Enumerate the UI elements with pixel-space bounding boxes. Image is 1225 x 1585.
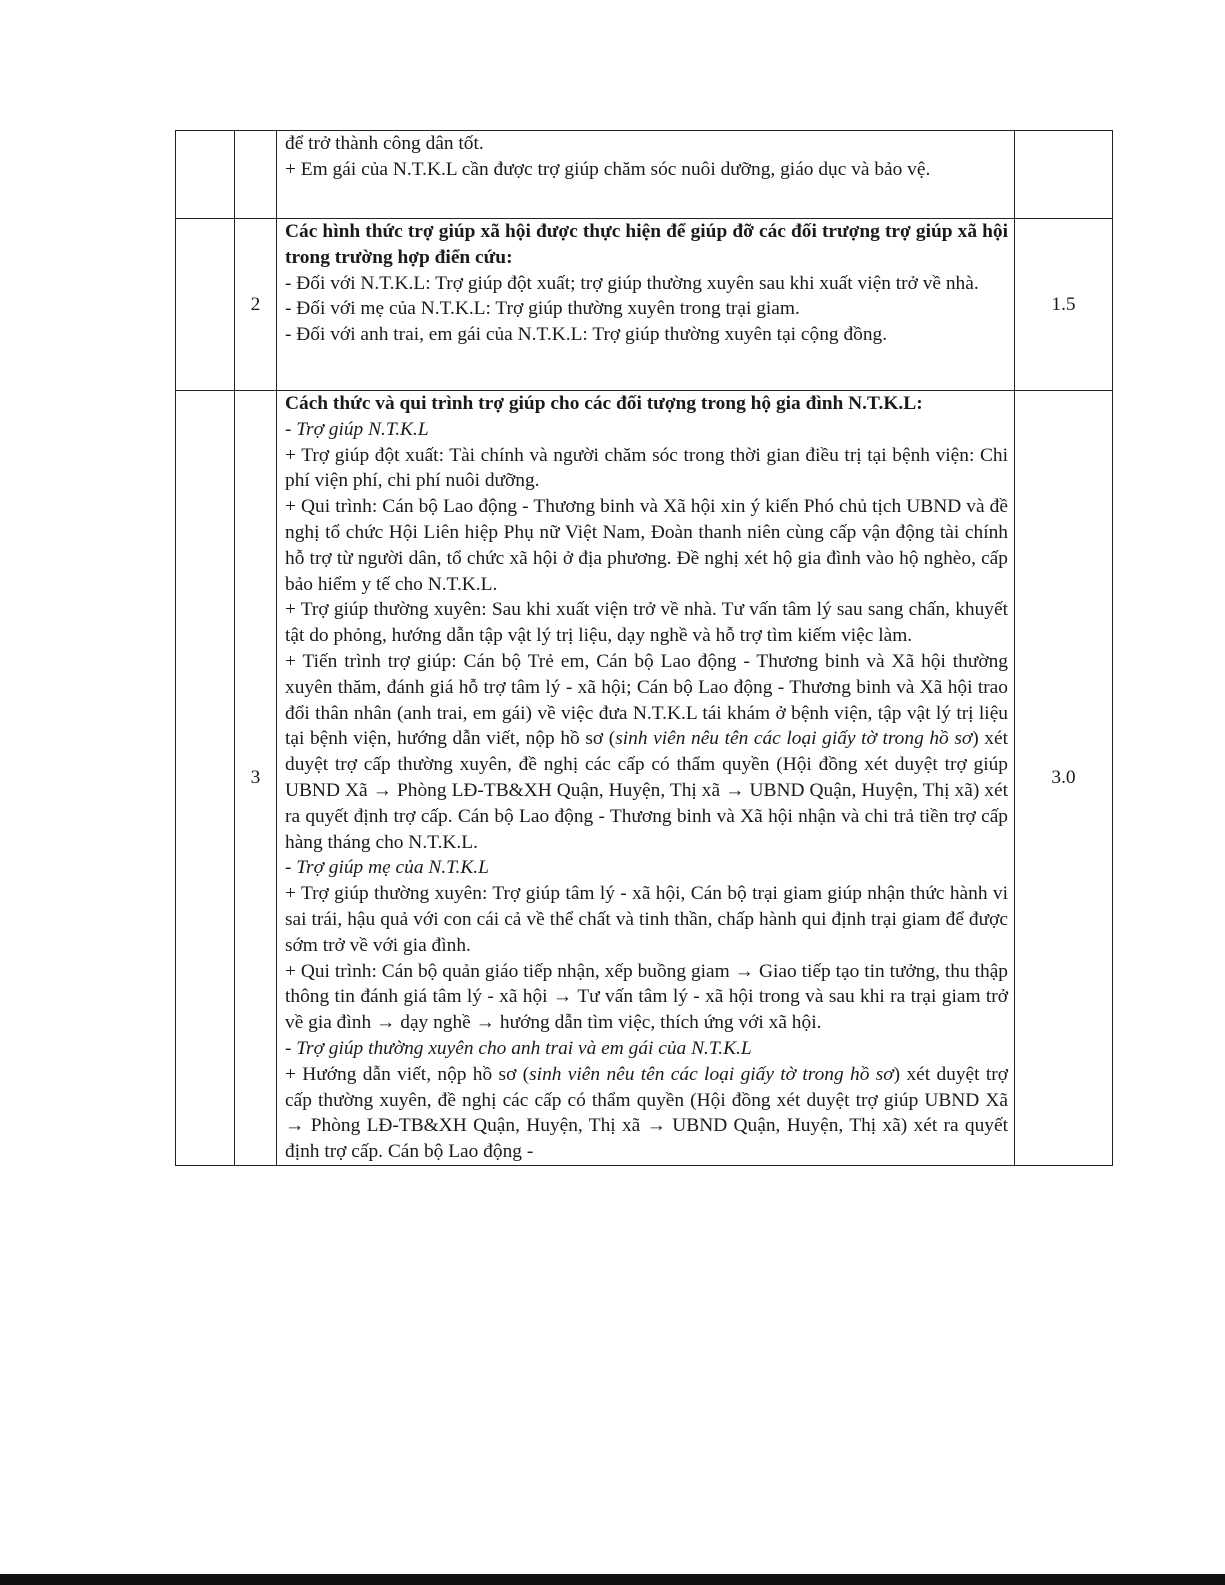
bottom-edge-bar bbox=[0, 1574, 1225, 1585]
row-number: 3 bbox=[235, 391, 277, 1166]
paragraph: + Trợ giúp thường xuyên: Trợ giúp tâm lý - xã hội, Cán bộ trại giam giúp nhận thức hành vi sai trái, hậu quả với con cái cả về thể chất và tinh thần, chấp hành qui định trại giam để được sớm trở về với gia đình. bbox=[285, 883, 1008, 956]
table-row bbox=[176, 219, 1113, 391]
answer-table bbox=[175, 130, 1113, 1166]
text-span: ) xét duyệt trợ cấp thường xuyên, đề nghị các cấp có thẩm quyền (Hội đồng xét duyệt trợ giúp UBND Xã → Phòng LĐ-TB&XH Quận, Huyện, Thị xã → UBND Quận, Huyện, Thị xã) xét ra quyết định trợ cấp. Cán bộ Lao động - Thương binh và Xã hội nhận và chi trả tiền trợ cấp hàng tháng cho N.T.K.L. bbox=[285, 728, 1008, 853]
paragraph: - Đối với N.T.K.L: Trợ giúp đột xuất; trợ giúp thường xuyên sau khi xuất viện trở về nhà. bbox=[285, 272, 979, 294]
table-row bbox=[176, 391, 1113, 1166]
paragraph: + Trợ giúp đột xuất: Tài chính và người chăm sóc trong thời gian điều trị tại bệnh viện: Chi phí viện phí, chi phí nuôi dưỡng. bbox=[285, 444, 1008, 492]
paragraph: + Em gái của N.T.K.L cần được trợ giúp chăm sóc nuôi dưỡng, giáo dục và bảo vệ. bbox=[285, 158, 931, 180]
text-span: ) xét duyệt trợ cấp thường xuyên, đề nghị các cấp có thẩm quyền (Hội đồng xét duyệt trợ giúp UBND Xã → Phòng LĐ-TB&XH Quận, Huyện, Thị xã → UBND Quận, Huyện, Thị xã) xét ra quyết định trợ cấp. Cán bộ Lao động - bbox=[285, 1063, 1008, 1163]
row-number: 2 bbox=[235, 219, 277, 391]
blank-cell bbox=[176, 219, 235, 391]
paragraph bbox=[285, 1062, 1008, 1165]
score-cell: 3.0 bbox=[1015, 391, 1113, 1166]
italic-note: sinh viên nêu tên các loại giấy tờ trong hồ sơ bbox=[615, 728, 973, 750]
answer-content-cell bbox=[277, 131, 1015, 219]
paragraph: để trở thành công dân tốt. bbox=[285, 133, 484, 154]
subsection-heading: - Trợ giúp mẹ của N.T.K.L bbox=[285, 857, 489, 879]
paragraph: + Qui trình: Cán bộ quản giáo tiếp nhận, xếp buồng giam → Giao tiếp tạo tin tưởng, thu thập thông tin đánh giá tâm lý - xã hội → Tư vấn tâm lý - xã hội trong và sau khi ra trại giam trở về gia đình → dạy nghề → hướng dẫn tìm việc, thích ứng với xã hội. bbox=[285, 960, 1008, 1034]
blank-cell bbox=[176, 131, 235, 219]
blank-cell bbox=[176, 391, 235, 1166]
paragraph: + Qui trình: Cán bộ Lao động - Thương binh và Xã hội xin ý kiến Phó chủ tịch UBND và đề nghị tổ chức Hội Liên hiệp Phụ nữ Việt Nam, Đoàn thanh niên cùng cấp vận động tài chính hỗ trợ từ người dân, tổ chức xã hội ở địa phương. Đề nghị xét hộ gia đình vào hộ nghèo, cấp bảo hiểm y tế cho N.T.K.L. bbox=[285, 496, 1008, 595]
row-number bbox=[235, 131, 277, 219]
section-heading: Các hình thức trợ giúp xã hội được thực hiện để giúp đỡ các đối trượng trợ giúp xã hội trong trường hợp điển cứu: bbox=[285, 221, 1008, 268]
table-row bbox=[176, 131, 1113, 219]
answer-content-cell bbox=[277, 391, 1015, 1166]
section-heading: Cách thức và qui trình trợ giúp cho các đối tượng trong hộ gia đình N.T.K.L: bbox=[285, 393, 923, 414]
paragraph: + Trợ giúp thường xuyên: Sau khi xuất viện trở về nhà. Tư vấn tâm lý sau sang chấn, khuyết tật do phỏng, hướng dẫn tập vật lý trị liệu, dạy nghề và hỗ trợ tìm kiếm việc làm. bbox=[285, 599, 1008, 647]
paragraph: - Đối với anh trai, em gái của N.T.K.L: Trợ giúp thường xuyên tại cộng đồng. bbox=[285, 324, 888, 346]
score-cell bbox=[1015, 131, 1113, 219]
italic-note: sinh viên nêu tên các loại giấy tờ trong hồ sơ bbox=[529, 1063, 894, 1085]
text-span: + Hướng dẫn viết, nộp hồ sơ ( bbox=[285, 1063, 530, 1085]
subsection-heading: - Trợ giúp N.T.K.L bbox=[285, 418, 429, 440]
answer-table-body bbox=[176, 131, 1113, 1166]
score-cell: 1.5 bbox=[1015, 219, 1113, 391]
text-span: + Tiến trình trợ giúp: Cán bộ Trẻ em, Cán bộ Lao động - Thương binh và Xã hội thường xuyên thăm, đánh giá hỗ trợ tâm lý - xã hội; Cán bộ Lao động - Thương binh và Xã hội trao đổi thân nhân (anh trai, em gái) về việc đưa N.T.K.L tái khám ở bệnh viện, tập vật lý trị liệu tại bệnh viện, hướng dẫn viết, nộp hồ sơ ( bbox=[285, 650, 1008, 750]
paragraph: - Đối với mẹ của N.T.K.L: Trợ giúp thường xuyên trong trại giam. bbox=[285, 298, 800, 320]
paragraph bbox=[285, 649, 1008, 855]
subsection-heading: - Trợ giúp thường xuyên cho anh trai và em gái của N.T.K.L bbox=[285, 1037, 752, 1059]
answer-content-cell bbox=[277, 219, 1015, 391]
